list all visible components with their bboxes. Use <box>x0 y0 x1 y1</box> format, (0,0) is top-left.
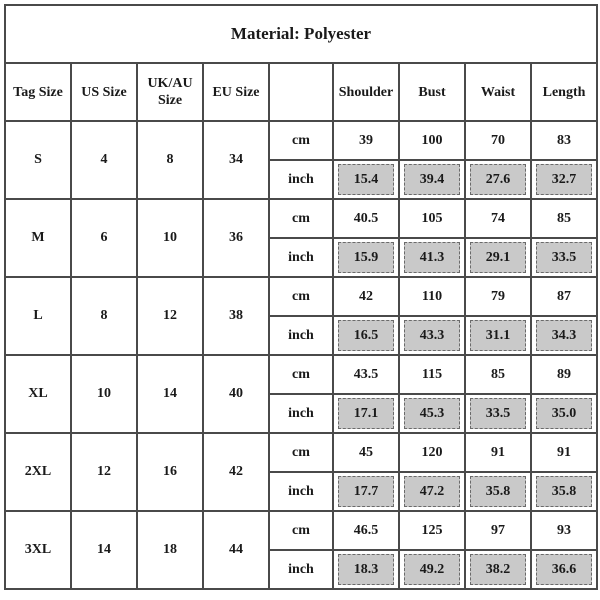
us-size-cell: 10 <box>71 355 137 433</box>
waist-inch-cell <box>465 160 531 199</box>
tag-size-cell: 3XL <box>5 511 71 589</box>
bust-inch-value: 41.3 <box>404 242 460 273</box>
header-shoulder: Shoulder <box>333 63 399 121</box>
shoulder-inch-value: 16.5 <box>338 320 394 351</box>
eu-size-cell: 34 <box>203 121 269 199</box>
shoulder-inch-cell <box>333 160 399 199</box>
shoulder-inch-value: 15.9 <box>338 242 394 273</box>
waist-cm-cell: 79 <box>465 277 531 316</box>
size-row-cm <box>5 277 597 316</box>
ukau-size-cell: 12 <box>137 277 203 355</box>
unit-inch-label: inch <box>269 394 333 433</box>
eu-size-cell: 38 <box>203 277 269 355</box>
us-size-cell: 4 <box>71 121 137 199</box>
header-ukau-size <box>137 63 203 121</box>
shoulder-cm-cell: 43.5 <box>333 355 399 394</box>
eu-size-cell: 36 <box>203 199 269 277</box>
length-inch-cell <box>531 550 597 589</box>
bust-cm-cell: 125 <box>399 511 465 550</box>
header-us-size: US Size <box>71 63 137 121</box>
length-inch-cell <box>531 394 597 433</box>
waist-cm-cell: 97 <box>465 511 531 550</box>
size-table <box>4 4 598 590</box>
ukau-size-cell: 8 <box>137 121 203 199</box>
us-size-cell: 6 <box>71 199 137 277</box>
shoulder-inch-value: 17.7 <box>338 476 394 507</box>
shoulder-inch-value: 15.4 <box>338 164 394 195</box>
waist-inch-cell <box>465 394 531 433</box>
tag-size-cell: M <box>5 199 71 277</box>
length-cm-cell: 89 <box>531 355 597 394</box>
unit-inch-label: inch <box>269 160 333 199</box>
unit-cm-label: cm <box>269 511 333 550</box>
ukau-size-cell: 16 <box>137 433 203 511</box>
header-length: Length <box>531 63 597 121</box>
shoulder-cm-cell: 46.5 <box>333 511 399 550</box>
waist-cm-cell: 91 <box>465 433 531 472</box>
waist-cm-cell: 74 <box>465 199 531 238</box>
bust-cm-cell: 110 <box>399 277 465 316</box>
size-row-cm <box>5 511 597 550</box>
unit-cm-label: cm <box>269 433 333 472</box>
shoulder-inch-value: 18.3 <box>338 554 394 585</box>
length-cm-cell: 85 <box>531 199 597 238</box>
unit-inch-label: inch <box>269 316 333 355</box>
bust-inch-cell <box>399 160 465 199</box>
length-cm-cell: 87 <box>531 277 597 316</box>
length-inch-cell <box>531 160 597 199</box>
shoulder-inch-cell <box>333 472 399 511</box>
shoulder-inch-cell <box>333 550 399 589</box>
bust-inch-value: 45.3 <box>404 398 460 429</box>
length-inch-value: 35.8 <box>536 476 592 507</box>
ukau-size-cell: 14 <box>137 355 203 433</box>
tag-size-cell: XL <box>5 355 71 433</box>
unit-cm-label: cm <box>269 355 333 394</box>
shoulder-inch-cell <box>333 238 399 277</box>
bust-cm-cell: 115 <box>399 355 465 394</box>
shoulder-cm-cell: 45 <box>333 433 399 472</box>
shoulder-cm-cell: 42 <box>333 277 399 316</box>
bust-inch-cell <box>399 472 465 511</box>
bust-inch-cell <box>399 550 465 589</box>
us-size-cell: 12 <box>71 433 137 511</box>
length-inch-value: 33.5 <box>536 242 592 273</box>
length-inch-value: 34.3 <box>536 320 592 351</box>
waist-inch-value: 35.8 <box>470 476 526 507</box>
unit-inch-label: inch <box>269 238 333 277</box>
size-row-cm <box>5 199 597 238</box>
waist-cm-cell: 85 <box>465 355 531 394</box>
size-row-cm <box>5 121 597 160</box>
shoulder-inch-cell <box>333 316 399 355</box>
size-row-cm <box>5 433 597 472</box>
header-ukau-line2: Size <box>157 93 183 108</box>
size-chart <box>4 4 596 596</box>
bust-inch-value: 39.4 <box>404 164 460 195</box>
shoulder-inch-cell <box>333 394 399 433</box>
eu-size-cell: 40 <box>203 355 269 433</box>
header-ukau-line1: UK/AU <box>147 76 193 91</box>
length-cm-cell: 83 <box>531 121 597 160</box>
waist-inch-cell <box>465 316 531 355</box>
header-waist: Waist <box>465 63 531 121</box>
waist-inch-cell <box>465 550 531 589</box>
length-inch-cell <box>531 316 597 355</box>
header-tag-size: Tag Size <box>5 63 71 121</box>
unit-cm-label: cm <box>269 199 333 238</box>
bust-cm-cell: 100 <box>399 121 465 160</box>
bust-cm-cell: 120 <box>399 433 465 472</box>
header-eu-size: EU Size <box>203 63 269 121</box>
length-inch-cell <box>531 238 597 277</box>
tag-size-cell: L <box>5 277 71 355</box>
waist-inch-value: 29.1 <box>470 242 526 273</box>
waist-inch-value: 38.2 <box>470 554 526 585</box>
size-row-cm <box>5 355 597 394</box>
waist-inch-cell <box>465 472 531 511</box>
length-inch-value: 32.7 <box>536 164 592 195</box>
unit-inch-label: inch <box>269 550 333 589</box>
length-inch-cell <box>531 472 597 511</box>
length-cm-cell: 93 <box>531 511 597 550</box>
shoulder-inch-value: 17.1 <box>338 398 394 429</box>
length-inch-value: 36.6 <box>536 554 592 585</box>
us-size-cell: 14 <box>71 511 137 589</box>
length-inch-value: 35.0 <box>536 398 592 429</box>
shoulder-cm-cell: 40.5 <box>333 199 399 238</box>
waist-inch-cell <box>465 238 531 277</box>
eu-size-cell: 42 <box>203 433 269 511</box>
waist-inch-value: 27.6 <box>470 164 526 195</box>
waist-inch-value: 33.5 <box>470 398 526 429</box>
tag-size-cell: S <box>5 121 71 199</box>
table-title: Material: Polyester <box>5 5 597 63</box>
header-bust: Bust <box>399 63 465 121</box>
ukau-size-cell: 10 <box>137 199 203 277</box>
bust-inch-cell <box>399 238 465 277</box>
eu-size-cell: 44 <box>203 511 269 589</box>
us-size-cell: 8 <box>71 277 137 355</box>
bust-inch-value: 43.3 <box>404 320 460 351</box>
shoulder-cm-cell: 39 <box>333 121 399 160</box>
unit-cm-label: cm <box>269 121 333 160</box>
header-unit <box>269 63 333 121</box>
bust-inch-value: 49.2 <box>404 554 460 585</box>
bust-inch-value: 47.2 <box>404 476 460 507</box>
tag-size-cell: 2XL <box>5 433 71 511</box>
unit-inch-label: inch <box>269 472 333 511</box>
bust-inch-cell <box>399 394 465 433</box>
header-row <box>5 63 597 121</box>
bust-cm-cell: 105 <box>399 199 465 238</box>
bust-inch-cell <box>399 316 465 355</box>
unit-cm-label: cm <box>269 277 333 316</box>
waist-inch-value: 31.1 <box>470 320 526 351</box>
length-cm-cell: 91 <box>531 433 597 472</box>
ukau-size-cell: 18 <box>137 511 203 589</box>
waist-cm-cell: 70 <box>465 121 531 160</box>
